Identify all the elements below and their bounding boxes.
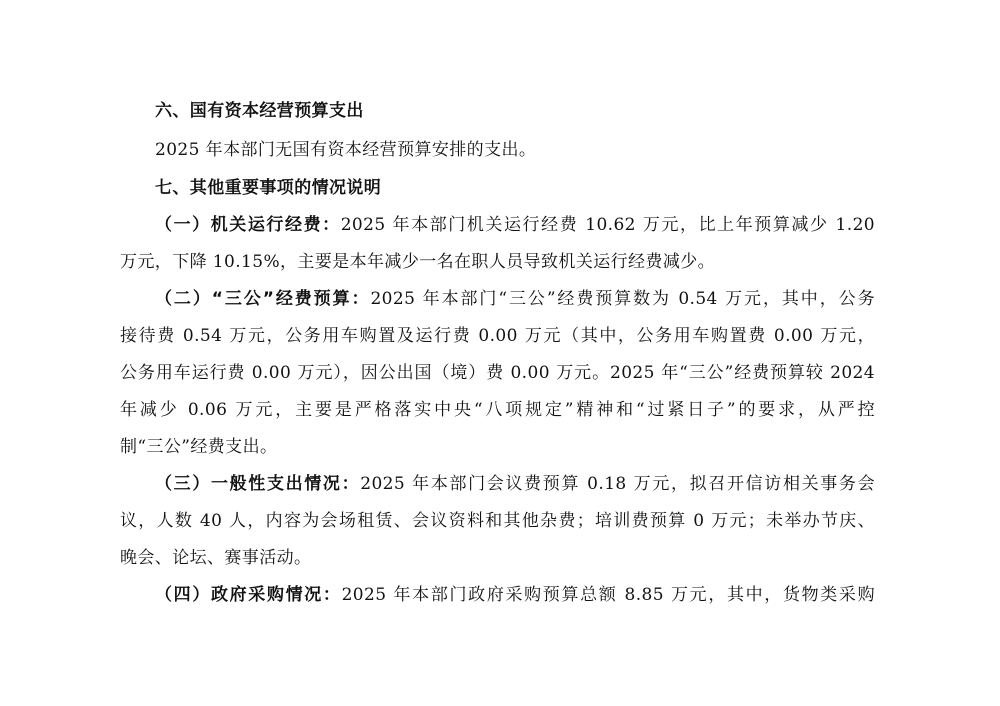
- item-4-text-1: 2025 年本部门政府采购预算总额 8.85 万元，其中，货物类采购: [341, 585, 875, 605]
- item-2-line-4: 年减少 0.06 万元，主要是严格落实中央“八项规定”精神和“过紧日子”的要求，从严控: [120, 400, 875, 420]
- item-2-line-1: [155, 288, 875, 310]
- item-2-line-3: 公务用车运行费 0.00 万元），因公出国（境）费 0.00 万元。2025 年“三公”经费预算较 2024: [120, 363, 875, 383]
- item-3-text-1: 2025 年本部门会议费预算 0.18 万元，拟召开信访相关事务会: [360, 474, 875, 494]
- item-1-label: （一）机关运行经费：: [155, 215, 341, 235]
- item-3-line-3: 晚会、论坛、赛事活动。: [120, 548, 312, 568]
- item-3-line-1: [155, 473, 875, 495]
- section-6-heading: 六、国有资本经营预算支出: [155, 101, 364, 121]
- item-2-line-5: 制“三公”经费支出。: [120, 437, 278, 457]
- item-3-line-2: 议，人数 40 人，内容为会场租赁、会议资料和其他杂费；培训费预算 0 万元；未举办节庆、: [120, 511, 875, 531]
- item-1-line-1: [155, 214, 875, 236]
- section-6-text: 2025 年本部门无国有资本经营预算安排的支出。: [155, 140, 537, 160]
- item-3-label: （三）一般性支出情况：: [155, 474, 361, 494]
- item-1-line-2: 万元，下降 10.15%，主要是本年减少一名在职人员导致机关运行经费减少。: [120, 252, 716, 272]
- item-4-label: （四）政府采购情况：: [155, 585, 342, 605]
- item-2-label: （二）“三公”经费预算：: [155, 289, 371, 309]
- item-2-line-2: 接待费 0.54 万元，公务用车购置及运行费 0.00 万元（其中，公务用车购置费 0.00 万元，: [120, 326, 875, 346]
- item-1-text-1: 2025 年本部门机关运行经费 10.62 万元，比上年预算减少 1.20: [340, 215, 876, 235]
- item-4-line-1: [155, 584, 875, 606]
- section-7-heading: 七、其他重要事项的情况说明: [155, 178, 382, 198]
- item-2-text-1: 2025 年本部门“三公”经费预算数为 0.54 万元，其中，公务: [370, 289, 875, 309]
